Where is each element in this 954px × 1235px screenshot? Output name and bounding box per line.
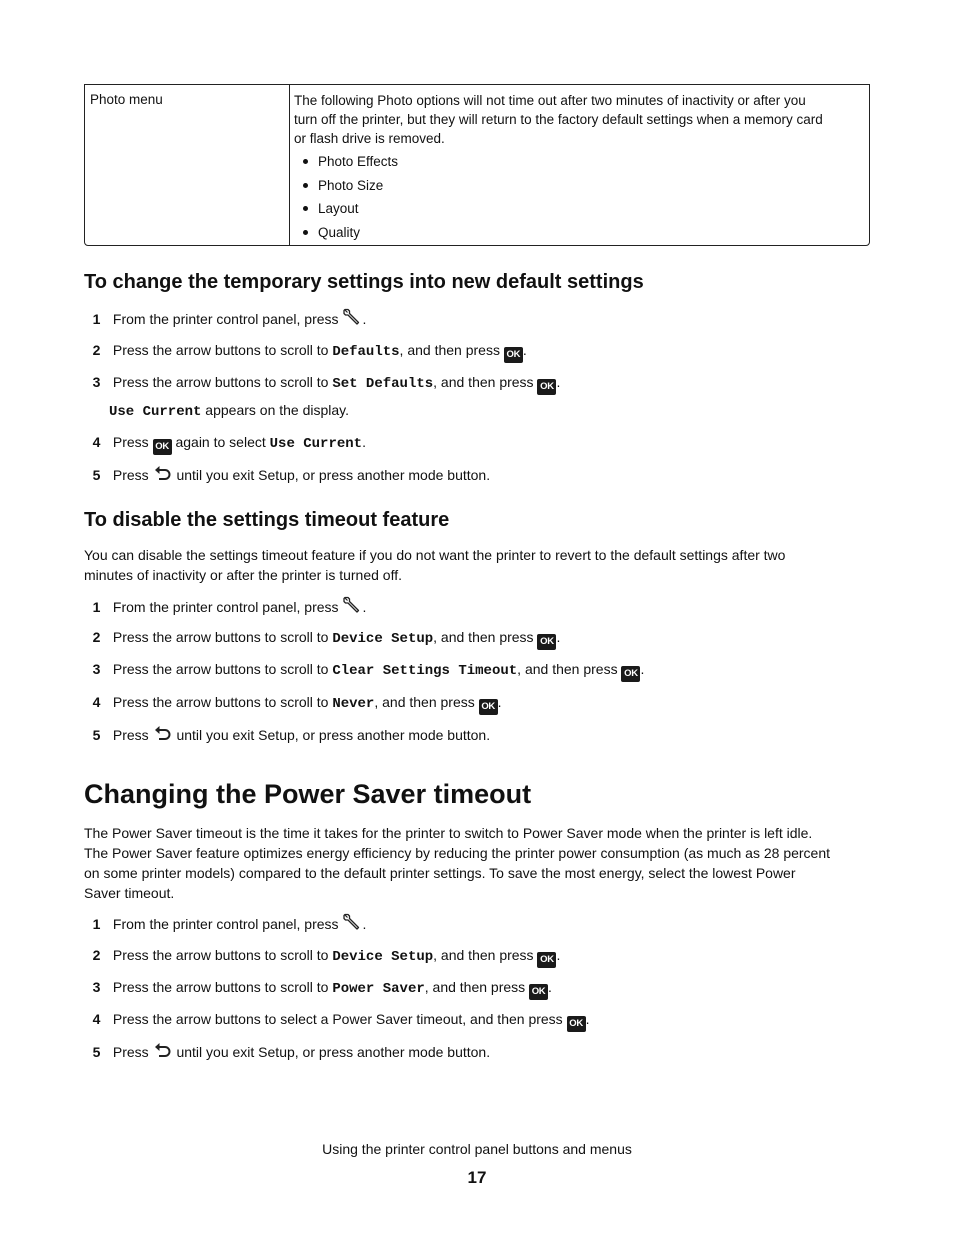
intro-line: The Power Saver feature optimizes energy efficiency by reducing the printer power consumption (as much as 28 percent <box>84 845 831 861</box>
menu-option-code: Never <box>332 696 375 712</box>
step-item <box>84 912 366 934</box>
menu-option-code: Use Current <box>269 436 363 452</box>
back-arrow-icon <box>153 1040 173 1066</box>
menu-option-code: Defaults <box>332 344 400 360</box>
table-intro-line: or flash drive is removed. <box>294 131 445 146</box>
step-item <box>84 307 366 329</box>
table-right-cell <box>290 85 869 245</box>
step-text: . <box>362 434 366 450</box>
intro-line: on some printer models) compared to the default printer settings. To save the most energy, select the lowest Power <box>84 865 796 881</box>
step-text: . <box>362 311 367 327</box>
step-text: again to select <box>171 434 270 450</box>
list-item: Photo Size <box>294 176 865 200</box>
step-item <box>84 723 490 745</box>
back-arrow-icon <box>153 723 173 749</box>
step-text: until you exit Setup, or press another mode button. <box>172 1044 491 1060</box>
menu-option-code: Clear Settings Timeout <box>332 663 518 679</box>
step-item <box>84 1008 589 1030</box>
table-intro-line: turn off the printer, but they will return to the factory default settings when a memory card <box>294 112 823 127</box>
step-text: Press <box>112 467 153 483</box>
step-text: , and then press <box>433 947 538 963</box>
step-item <box>84 1040 490 1062</box>
step-number: 3 <box>92 979 101 995</box>
section-intro <box>84 545 874 585</box>
step-item <box>84 691 502 713</box>
step-text: , and then press <box>433 629 538 645</box>
ok-button-icon: OK <box>537 379 556 395</box>
ok-button-icon: OK <box>537 952 556 968</box>
step-text: , and then press <box>374 694 479 710</box>
step-text: until you exit Setup, or press another mode button. <box>172 467 491 483</box>
wrench-icon <box>342 595 362 621</box>
step-number: 2 <box>92 947 101 963</box>
step-text: Press the arrow buttons to scroll to <box>112 947 333 963</box>
step-text: . <box>362 916 367 932</box>
step-item <box>84 595 366 617</box>
step-text: Press the arrow buttons to scroll to <box>112 979 333 995</box>
menu-option-code: Device Setup <box>332 631 434 647</box>
ok-button-icon: OK <box>567 1016 586 1032</box>
step-text: . <box>640 661 645 677</box>
back-arrow-icon <box>153 463 173 489</box>
step-item <box>84 371 560 393</box>
step-item <box>84 463 490 485</box>
step-text: . <box>556 374 561 390</box>
page-title: Changing the Power Saver timeout <box>84 779 532 809</box>
step-number: 5 <box>92 727 101 743</box>
step-text: Press the arrow buttons to scroll to <box>112 342 333 358</box>
step-number: 4 <box>92 694 101 710</box>
step-text: From the printer control panel, press <box>112 311 343 327</box>
step-item <box>84 626 560 648</box>
step-text: Press the arrow buttons to scroll to <box>112 629 333 645</box>
photo-menu-table <box>84 84 870 246</box>
step-text: From the printer control panel, press <box>112 599 343 615</box>
table-intro-line: The following Photo options will not time out after two minutes of inactivity or after you <box>294 93 806 108</box>
step-number: 4 <box>92 434 101 450</box>
step-text: . <box>556 629 561 645</box>
list-item: Layout <box>294 199 865 223</box>
step-text: . <box>548 979 552 995</box>
intro-line: You can disable the settings timeout feature if you do not want the printer to revert to the default settings after two <box>84 547 786 563</box>
step-text: , and then press <box>517 661 622 677</box>
step-text: Press <box>112 434 153 450</box>
step-text: . <box>585 1011 590 1027</box>
step-item <box>84 944 560 966</box>
intro-line: minutes of inactivity or after the printer is turned off. <box>84 567 403 583</box>
wrench-icon <box>342 307 362 333</box>
step-number: 5 <box>92 1044 101 1060</box>
step-text: , and then press <box>399 342 504 358</box>
step-number: 3 <box>92 661 101 677</box>
step-number: 5 <box>92 467 101 483</box>
ok-button-icon: OK <box>537 634 556 650</box>
menu-option-code: Device Setup <box>332 949 434 965</box>
step-number: 2 <box>92 342 101 358</box>
section-intro <box>84 823 874 903</box>
step-item <box>84 431 366 453</box>
list-item: Photo Effects <box>294 152 865 176</box>
footer-section-name: Using the printer control panel buttons and menus <box>322 1141 632 1157</box>
list-item: Quality <box>294 223 865 247</box>
intro-line: The Power Saver timeout is the time it takes for the printer to switch to Power Saver mode when the printer is left idle. <box>84 825 813 841</box>
step-text: until you exit Setup, or press another mode button. <box>172 727 491 743</box>
step-number: 4 <box>92 1011 101 1027</box>
step-text: Press <box>112 1044 153 1060</box>
section-heading: To change the temporary settings into new default settings <box>84 271 644 293</box>
step-text: . <box>522 342 527 358</box>
step-text: . <box>497 694 502 710</box>
ok-button-icon: OK <box>479 699 498 715</box>
step-number: 1 <box>92 599 101 615</box>
step-note <box>109 400 349 420</box>
step-text: From the printer control panel, press <box>112 916 343 932</box>
menu-option-code: Power Saver <box>332 981 425 997</box>
step-item <box>84 339 527 361</box>
menu-option-code: Set Defaults <box>332 376 434 392</box>
step-number: 2 <box>92 629 101 645</box>
intro-line: Saver timeout. <box>84 885 175 901</box>
step-text: . <box>556 947 561 963</box>
step-text: Press the arrow buttons to scroll to <box>112 694 333 710</box>
menu-option-code: Use Current <box>109 404 202 420</box>
ok-button-icon: OK <box>621 666 640 682</box>
step-text: , and then press <box>424 979 530 995</box>
table-left-cell: Photo menu <box>85 85 290 245</box>
step-text: Press the arrow buttons to scroll to <box>112 661 333 677</box>
step-number: 1 <box>92 311 101 327</box>
step-text: Press <box>112 727 153 743</box>
note-text: appears on the display. <box>201 402 350 418</box>
step-number: 3 <box>92 374 101 390</box>
step-text: , and then press <box>433 374 538 390</box>
ok-button-icon: OK <box>153 439 172 455</box>
step-text: Press the arrow buttons to scroll to <box>112 374 333 390</box>
step-text: Press the arrow buttons to select a Power Saver timeout, and then press <box>112 1011 567 1027</box>
step-text: . <box>362 599 367 615</box>
step-number: 1 <box>92 916 101 932</box>
ok-button-icon: OK <box>504 347 523 363</box>
ok-button-icon: OK <box>529 984 548 1000</box>
step-item <box>84 658 644 680</box>
photo-options-list <box>294 152 865 246</box>
step-item <box>84 976 552 998</box>
wrench-icon <box>342 912 362 938</box>
page-number: 17 <box>467 1168 487 1187</box>
section-heading: To disable the settings timeout feature <box>84 509 450 531</box>
